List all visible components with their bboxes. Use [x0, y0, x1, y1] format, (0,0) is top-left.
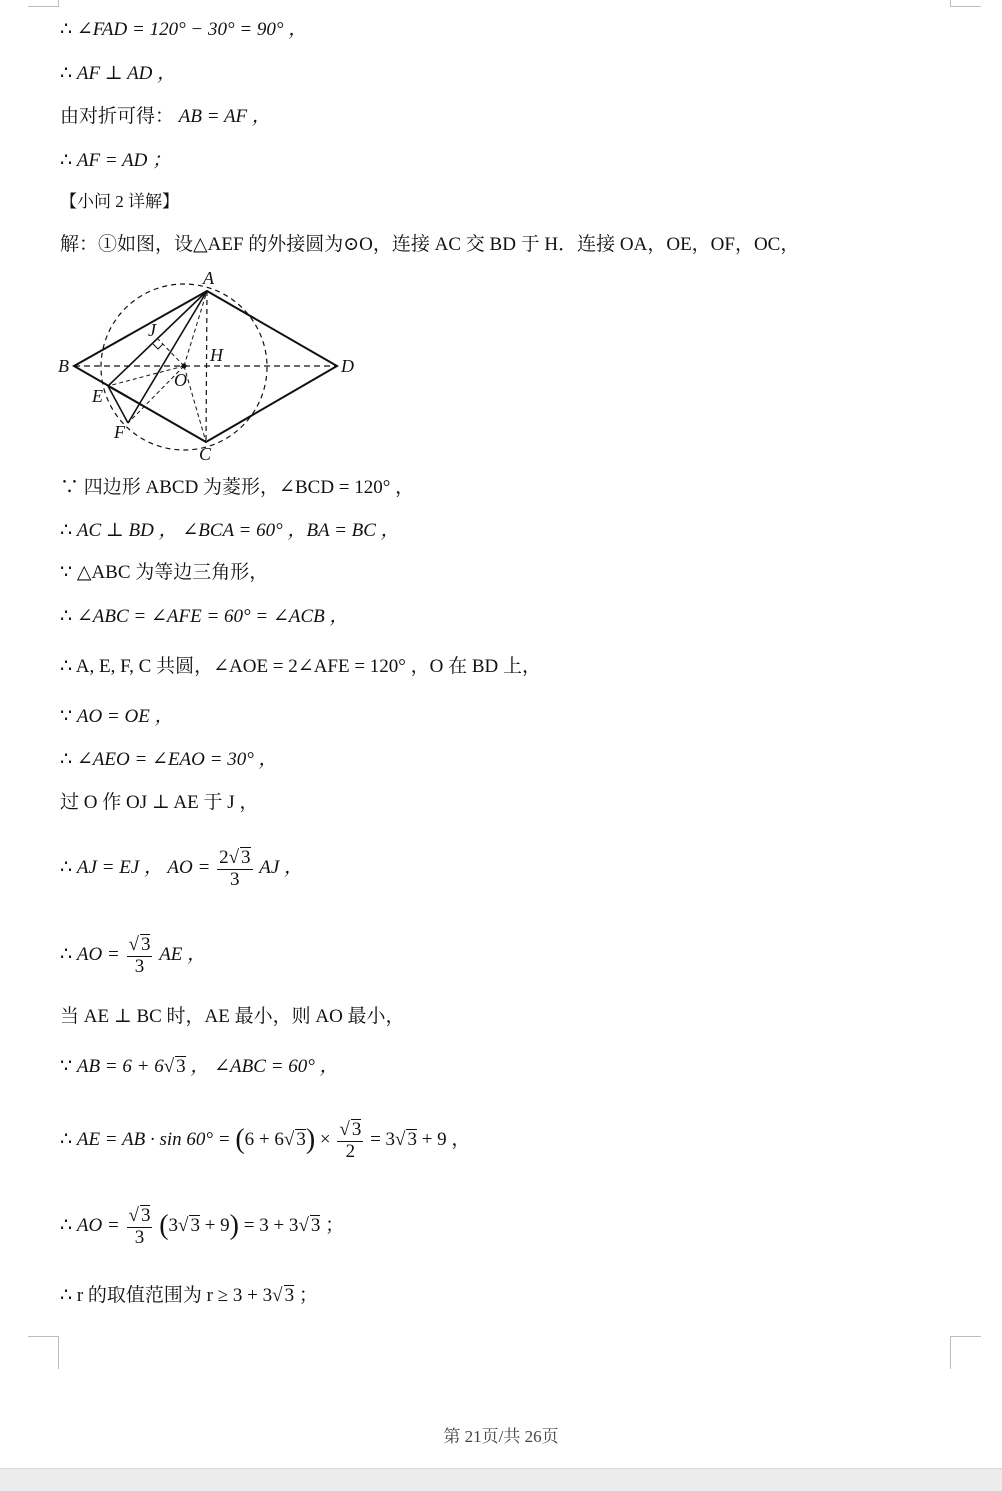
fraction: $\frac{√ 3}{3}$ [128, 933, 151, 977]
line-right: AJ ， [259, 857, 304, 878]
center-point-o [182, 364, 187, 369]
line-ao-eq-oe [60, 704, 174, 730]
therefore-symbol: ∴ [60, 749, 73, 770]
line-solution-intro: 解：①如图，设△AEF 的外接圆为⊙O，连接 AC 交 BD 于 H．连接 OA，OE，OF，OC， [60, 234, 800, 255]
fraction: $\frac{2√ 3}{3}$ [219, 846, 251, 890]
line-fold [60, 104, 271, 130]
therefore-symbol: ∴ [60, 606, 73, 627]
line-text: ∠AEO = ∠EAO = 30° ， [76, 749, 278, 770]
line-af-eq-ad [60, 148, 171, 174]
therefore-symbol: ∴ [60, 656, 73, 677]
right-angle-mark-j [153, 344, 163, 349]
line-ae-computation: ∴ AE = AB · sin 60° = (6 + 6√ 3) × $\frac{√ 3}{2}$ = 3√ 3 + 9 ， [60, 1118, 471, 1162]
therefore-symbol: ∴ [60, 520, 73, 541]
line-angles-equal [60, 604, 349, 630]
line-right: AE ， [159, 944, 207, 965]
page-corner-top-left [28, 0, 59, 7]
label-e: E [92, 386, 103, 406]
therefore-symbol: ∴ [60, 1129, 73, 1150]
geometry-figure [54, 266, 364, 466]
line-ab-value: ∵ AB = 6 + 6√ 3 ， ∠ABC = 60° ， [60, 1056, 339, 1077]
line-left: AJ = EJ ， AO = [76, 857, 211, 878]
line-prefix: 由对折可得： [60, 106, 175, 127]
line-text: 四边形 ABCD 为菱形，∠BCD = 120° ， [83, 477, 415, 498]
line-text: ∠ABC = ∠AFE = 60° = ∠ACB ， [76, 606, 349, 627]
label-f: F [114, 422, 125, 442]
label-c: C [199, 444, 212, 464]
label-o: O [174, 370, 187, 390]
line-text: A, E, F, C 共圆，∠AOE = 2∠AFE = 120° ，O 在 BD 上， [75, 656, 542, 677]
label-a: A [203, 268, 214, 288]
fraction: $\frac{√ 3}{2}$ [339, 1118, 362, 1162]
line-text: ∠FAD = 120° − 30° = 90° ， [76, 19, 308, 40]
line-perpendicular-oj: 过 O 作 OJ ⊥ AE 于 J ， [60, 792, 259, 813]
line-ao-fraction-aj [60, 838, 303, 898]
because-symbol: ∵ [60, 1056, 73, 1077]
because-symbol: ∵ [60, 562, 73, 583]
line-text: AF ⊥ AD ， [76, 63, 177, 84]
fraction: $\frac{√ 3}{3}$ [128, 1204, 151, 1248]
page-corner-bottom-right [950, 1336, 981, 1369]
because-symbol: ∵ [60, 706, 73, 727]
line-minimum-condition: 当 AE ⊥ BC 时，AE 最小，则 AO 最小， [60, 1006, 405, 1027]
label-j: J [148, 320, 156, 340]
line-angle-fad [60, 17, 307, 43]
line-text: AF = AD ； [76, 150, 172, 171]
therefore-symbol: ∴ [60, 1215, 73, 1236]
page-corner-top-right [950, 0, 981, 7]
line-text: AC ⊥ BD ， ∠BCA = 60° ，BA = BC ， [76, 520, 400, 541]
therefore-symbol: ∴ [60, 150, 73, 171]
therefore-symbol: ∴ [60, 63, 73, 84]
label-d: D [341, 356, 354, 376]
therefore-symbol: ∴ [60, 857, 73, 878]
diagonal-ac [206, 291, 207, 442]
line-left: AO = [76, 944, 120, 965]
therefore-symbol: ∴ [60, 1285, 73, 1306]
because-symbol: ∵ [60, 477, 80, 498]
line-ao-computation: ∴ AO = $\frac{√ 3}{3}$ (3√ 3 + 9) = 3 + 3√ 3 ； [60, 1204, 345, 1248]
therefore-symbol: ∴ [60, 19, 73, 40]
viewer-bottom-band [0, 1468, 1002, 1491]
section-heading: 【小问 2 详解】 [60, 192, 179, 211]
page-footer: 第 21页/共 26页 [443, 1427, 559, 1446]
line-ac-perp-bd [60, 518, 400, 544]
line-equilateral [60, 560, 268, 586]
line-text: AO = OE ， [76, 706, 174, 727]
page-corner-bottom-left [28, 1336, 59, 1369]
line-ao-fraction-ae [60, 925, 206, 985]
line-concyclic [60, 654, 541, 680]
line-text: △ABC 为等边三角形， [76, 562, 269, 583]
label-h: H [210, 345, 223, 365]
line-text: AB = AF ， [178, 106, 271, 127]
label-b: B [58, 356, 69, 376]
line-rhombus [60, 475, 414, 501]
line-angle-aeo [60, 747, 278, 773]
line-range-r: ∴ r 的取值范围为 r ≥ 3 + 3√ 3 ； [60, 1285, 318, 1306]
therefore-symbol: ∴ [60, 944, 73, 965]
line-af-perp-ad [60, 61, 176, 87]
